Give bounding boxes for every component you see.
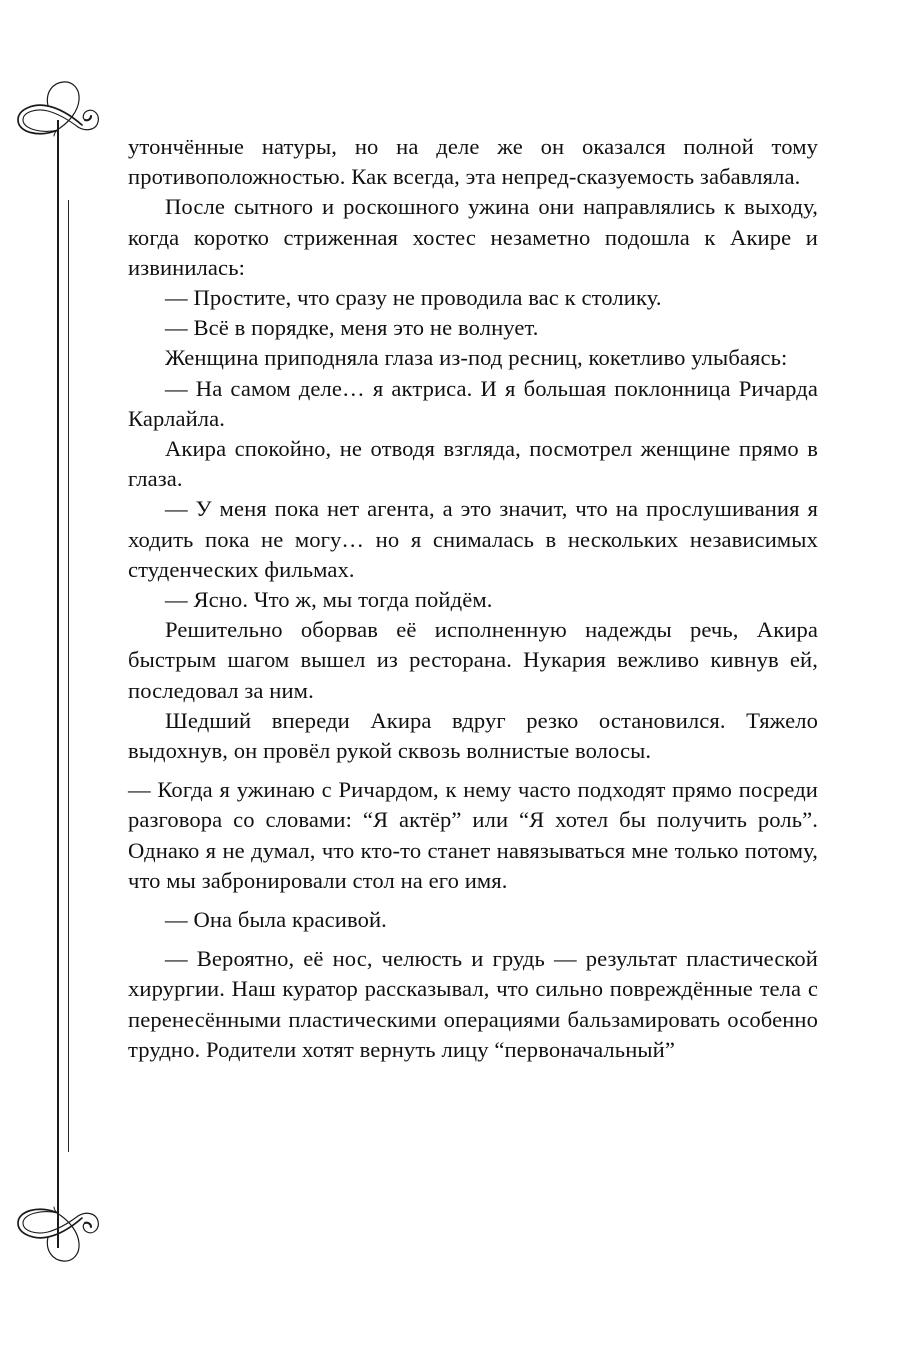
vertical-rule	[57, 120, 59, 1248]
body-text-column	[128, 132, 818, 1065]
paragraph: Женщина приподняла глаза из-под ресниц, кокетливо улыбаясь:	[165, 345, 788, 371]
paragraph: — У меня пока нет агента, а это значит, что на прослушивания я ходить пока не могу… но я снималась в нескольких независимых студенческих фильмах.	[128, 496, 818, 582]
ornament-column	[0, 0, 120, 1350]
paragraph: Шедший впереди Акира вдруг резко остановился. Тяжело выдохнув, он провёл рукой сквозь волнистые волосы.	[128, 707, 818, 764]
paragraph: — Она была красивой.	[165, 907, 387, 933]
paragraph: утончённые натуры, но на деле же он оказался полной тому противоположностью. Как всегда, эта непред-сказуемость забавляла.	[128, 134, 818, 190]
paragraph: — Простите, что сразу не проводила вас к столику.	[165, 285, 662, 311]
paragraph: Акира спокойно, не отводя взгляда, посмотрел женщине прямо в глаза.	[128, 436, 818, 492]
paragraph: — Когда я ужинаю с Ричардом, к нему часто подходят прямо посреди разговора со словами: “Я актёр” или “Я хотел бы получить роль”. Однако я не думал, что кто-то станет навязываться мне только потому, что мы забронировали стол на его имя.	[128, 777, 818, 893]
flourish-top-icon	[12, 78, 112, 148]
paragraph: После сытного и роскошного ужина они направлялись к выходу, когда коротко стриженная хостес незаметно подошла к Акире и извинилась:	[128, 194, 818, 280]
paragraph: — На самом деле… я актриса. И я большая поклонница Ричарда Карлайла.	[128, 375, 818, 431]
paragraph: — Ясно. Что ж, мы тогда пойдём.	[165, 587, 493, 613]
flourish-bottom-icon	[12, 1195, 112, 1265]
paragraph: — Вероятно, её нос, челюсть и грудь — результат пластической хирургии. Наш куратор рассказывал, что сильно повреждённые тела с перенесёнными пластическими операциями бальзамировать особенно трудно. Родители хотят вернуть лицу “первоначальный”	[128, 946, 818, 1062]
paragraph: — Всё в порядке, меня это не волнует.	[165, 315, 539, 341]
secondary-vertical-rule	[68, 200, 69, 1152]
paragraph: Решительно оборвав её исполненную надежды речь, Акира быстрым шагом вышел из ресторана. Нукария вежливо кивнув ей, последовал за ним.	[128, 617, 818, 703]
